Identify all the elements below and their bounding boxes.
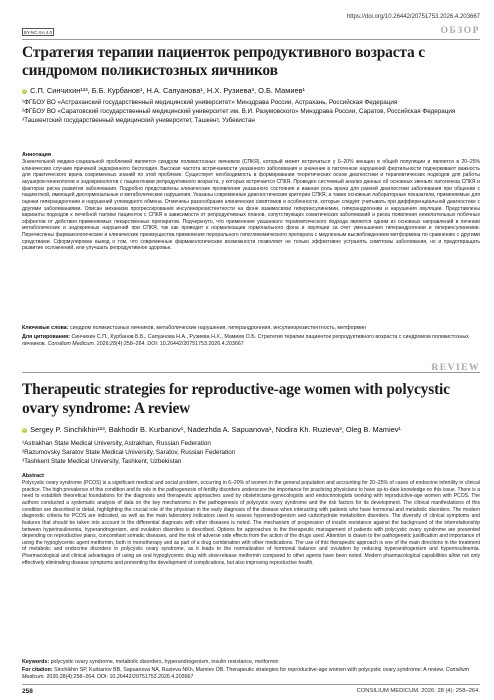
authors-list-en: Sergey P. Sinchikhin¹²³, Bakhodir B. Kurbanov¹, Nadezhda A. Sapuanova¹, Nodira Kh. Ruzieva³, Oleg B. Mamiev¹ (30, 425, 401, 434)
citation-en (22, 667, 480, 681)
affiliation-3-en: ³Tashkent State Medical University, Tashkent, Uzbekistan (22, 457, 182, 465)
abstract-en (22, 473, 480, 566)
section-label-ru: ОБЗОР (440, 26, 480, 36)
authors-list-ru: С.П. Синчихин¹²³, Б.Б. Курбанов¹, Н.А. Сапуанова¹, Н.Х. Рузиева³, О.Б. Мамиев¹ (30, 86, 305, 95)
keywords-text-ru: синдром поликистозных яичников, метаболические нарушения, гиперандрогения, инсулинорезистентность, метформин (70, 325, 367, 331)
orcid-icon[interactable]: iD (22, 428, 27, 432)
affiliations-en (22, 440, 480, 466)
abstract-heading-ru: Аннотация (22, 152, 51, 158)
abstract-ru (22, 152, 480, 252)
authors-en (22, 425, 480, 434)
keywords-text-en: polycystic ovary syndrome, metabolic disorders, hyperandrogenism, insulin resistance, metformin (50, 659, 279, 665)
section-label-en: REVIEW (431, 363, 480, 373)
authors-ru (22, 86, 480, 95)
affiliation-2-ru: ²ФГБОУ ВО «Саратовский государственный медицинский университет им. В.И. Разумовского» Минздрава России, Саратов, Российская Федерация (22, 107, 456, 115)
citation-tail-en: 2026;28(4):258–264. DOI: 10.26442/20751753.2026.4.203667 (46, 673, 194, 680)
affiliations-ru (22, 99, 480, 125)
section-divider (22, 372, 480, 373)
journal-footer: CONSILIUM MEDICUM. 2026; 28 (4): 258–264. (356, 688, 480, 694)
citation-label-en: For citation: (22, 667, 53, 673)
citation-ru (22, 334, 480, 348)
citation-text-ru: Синчихин С.П., Курбанов Б.Б., Сапуанова Н.А., Рузиева Н.Х., Мамиев О.Б. Стратегия терапии пациенток репродуктивного возраста с синдромом поликистозных яичников. (22, 334, 469, 347)
header-row (22, 28, 480, 38)
affiliation-2-en: ²Razumovsky Saratov State Medical University, Saratov, Russian Federation (22, 448, 236, 456)
keywords-ru (22, 325, 480, 332)
abstract-text-ru: Значительной медико-социальной проблемой является синдром поликистозных яичников (СПКЯ), который может встречаться у 6–20% женщин в общей популяции и является в 20–25% клинических случаев причиной эндокринного бесплодия. Высокая частота встречаемости указанного заболевания и значение в патогенезе нарушений фертильности подчеркивают важность для практического врача современных знаний по этой проблеме. Существует необходимость в формировании теоретических основ диагностики и терапевтических подходов для работы акушеров-гинекологов и эндокринологов с пациентками репродуктивного возраста, у которых встречается СПКЯ. Проведен системный анализ данных об основных звеньях патогенеза СПКЯ и факторах риска развития заболевания. Подробно представлены клинические проявления указанного состояния и важная роль врача для ранней диагностики заболевания при общении с пациенткой, имеющей дисгормональные и метаболические нарушения. Указаны современные диагностические критерии СПКЯ, а также основные лабораторные показатели, применяемые для оценки гиперандрогении и нарушений углеводного обмена. Отмечены разнообразие клинических симптомов и особенности, которые следует учитывать при дифференциальной диагностике с другими заболеваниями. Описан механизм прогрессирования инсулинорезистентности на фоне взаимосвязи гиперинсулинемии, гиперандрогении и нарушения овуляции. Представлены варианты подходов к лечебной тактике пациенток с СПКЯ в зависимости от репродуктивных планов, сопутствующих соматических заболеваний и риска появления нежелательных побочных эффектов от действия применяемых лекарственных препаратов. Подчеркнуто, что применение указанного терапевтического подхода является одним из основных направлений в лечении метаболических и эндокринных нарушений при СПКЯ, так как приводит к нормализации гормонального фона и овуляции за счет уменьшения гиперандрогении и гиперинсулинемии. Перечислены фармакологические и клинические преимущества применения перорального гипогликемического препарата с медленным высвобождением метформина по сравнению с другими средствами. Сформулирован вывод о том, что современные фармакологические возможности позволяют не только эффективно устранять симптомы заболевания, но и предотвращать развитие осложнений, или улучшать репродуктивное здоровье. (22, 159, 480, 252)
doi-link[interactable]: https://doi.org/10.26442/20751753.2026.4.203667 (346, 14, 480, 20)
keywords-label-en: Keywords: (22, 659, 50, 665)
citation-label-ru: Для цитирования: (22, 334, 70, 340)
citation-journal-en: Consilium Medicum. (22, 667, 470, 680)
article-title-en: Therapeutic strategies for reproductive-age women with polycystic ovary syndrome: A review (22, 381, 450, 417)
citation-journal-ru: Consilium Medicum. (47, 340, 96, 347)
citation-text-en: Sinchikhin SP, Kurbanov BB, Sapuanova NA, Ruzieva NKh, Mamiev OB. Therapeutic strategies for reproductive-age women with polycystic ovary syndrome: A review. (54, 667, 445, 673)
abstract-text-en: Polycystic ovary syndrome (PCOS) is a significant medical and social problem, occurring in 6–20% of women in the general population and accounting for 20–25% of cases of endocrine infertility in clinical practice. The high prevalence of this condition and its role in the pathogenesis of fertility disorders underscore the importance for practicing physicians to have up-to-date knowledge on this issue. There is a need to establish theoretical foundations for the diagnosis and therapeutic approaches used by obstetricians-gynecologists and endocrinologists working with reproductive-age women with PCOS. The authors conducted a systematic analysis of data on the key mechanisms in the pathogenesis of polycystic ovary syndrome and the risk factors for its development. The clinical manifestations of this condition are described in detail, highlighting the crucial role of the physician in the early diagnosis of the disease when interacting with patients who have hormonal and metabolic disorders. The modern diagnostic criteria for PCOS are indicated, as well as the main laboratory indicators used to assess hyperandrogenism and carbohydrate metabolism disorders. The diversity of clinical symptoms and features that should be taken into account in the differential diagnosis with other diseases is noted. The mechanism of progression of insulin resistance against the background of the interrelationship between hyperinsulinemia, hyperandrogenism, and ovulation disorders is described. Options for approaches to the therapeutic management of patients with polycystic ovary syndrome are presented depending on reproductive plans, concomitant somatic diseases, and the risk of adverse side effects from the action of the drugs used. Attention is drawn to the pathogenetic justification and importance of using the hypoglycemic agent metformin, both in monotherapy and as part of a drug combination with other medications. The use of this therapeutic approach is one of the main directions in the treatment of metabolic and endocrine disorders in polycystic ovary syndrome, as it leads to the normalization of hormonal balance and ovulation by reducing hyperandrogenism and hyperinsulinemia. Pharmacological and clinical advantages of using an oral hypoglycemic drug with slow-release metformin compared to other agents have been noted. Modern pharmacological capabilities allow not only effectively eliminating disease symptoms and preventing the development of complications, but also improving reproductive health. (22, 480, 480, 566)
footer-divider (22, 684, 480, 685)
article-title-ru: Стратегия терапии пациенток репродуктивного возраста с синдромом поликистозных яичников (22, 44, 425, 79)
header-divider (22, 39, 480, 40)
keywords-label-ru: Ключевые слова: (22, 325, 69, 331)
affiliation-3-ru: ³Ташкентский государственный медицинский университет, Ташкент, Узбекистан (22, 116, 255, 124)
citation-tail-ru: 2026;28(4):258–264. DOI: 10.26442/20751753.2026.4.203667 (96, 340, 244, 347)
abstract-heading-en: Abstract (22, 473, 44, 479)
affiliation-1-en: ¹Astrakhan State Medical University, Astrakhan, Russian Federation (22, 440, 211, 447)
cc-license-badge[interactable]: BY-NC-SA 4.0 (23, 30, 53, 35)
page-number: 258 (22, 688, 33, 695)
affiliation-1-ru: ¹ФГБОУ ВО «Астраханский государственный медицинский университет» Минздрава России, Астрахань, Российская Федерация (22, 99, 398, 106)
keywords-en (22, 659, 480, 666)
orcid-icon[interactable]: iD (22, 89, 27, 93)
